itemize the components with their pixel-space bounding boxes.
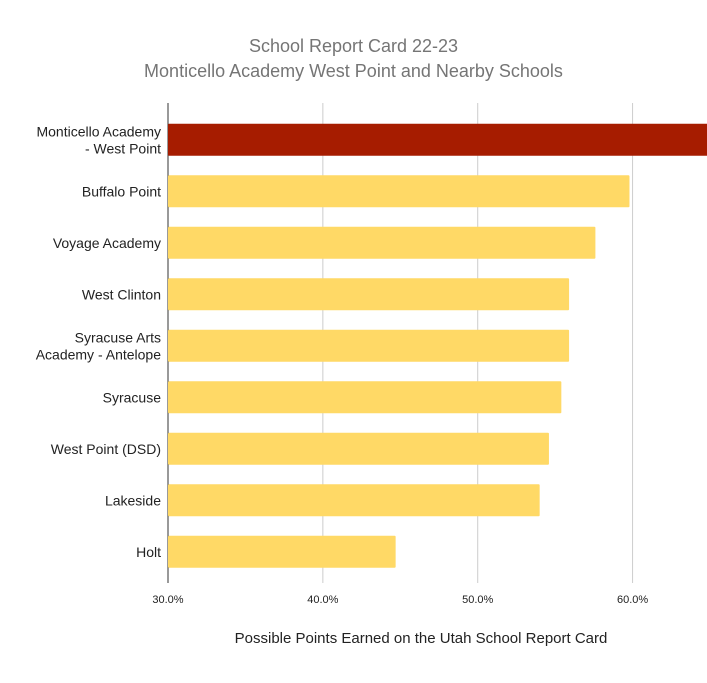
bar xyxy=(168,381,561,413)
category-label: Syracuse Arts Academy - Antelope xyxy=(35,329,161,363)
bar xyxy=(168,227,595,259)
category-label: Monticello Academy - West Point xyxy=(36,123,161,157)
category-label: Holt xyxy=(136,543,161,560)
bar xyxy=(168,433,549,465)
category-label: Buffalo Point xyxy=(81,183,161,200)
category-label: Voyage Academy xyxy=(52,234,161,251)
category-label: Lakeside xyxy=(104,492,161,509)
chart-subtitle: Monticello Academy West Point and Nearby Schools xyxy=(144,61,563,81)
category-label: West Point (DSD) xyxy=(50,440,161,457)
bar xyxy=(168,484,540,516)
x-tick-label: 40.0% xyxy=(307,594,339,606)
bar xyxy=(168,536,396,568)
bar xyxy=(168,330,569,362)
x-tick-label: 30.0% xyxy=(152,594,184,606)
x-axis-label: Possible Points Earned on the Utah School Report Card xyxy=(234,630,608,647)
bar xyxy=(168,124,707,156)
bar xyxy=(168,278,569,310)
bar xyxy=(168,175,629,207)
chart-title: School Report Card 22-23 xyxy=(248,36,459,56)
x-tick-label: 50.0% xyxy=(462,594,494,606)
category-label: Syracuse xyxy=(102,389,161,406)
x-tick-label: 60.0% xyxy=(616,594,649,606)
category-label: West Clinton xyxy=(81,286,161,303)
